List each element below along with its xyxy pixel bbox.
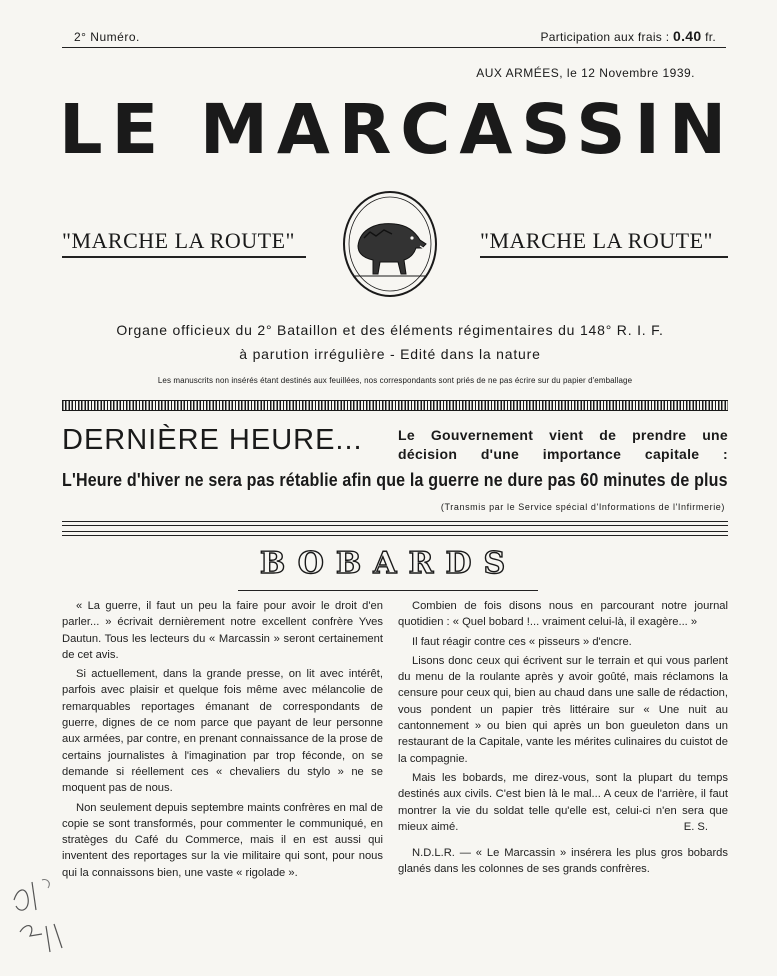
article-paragraph: « La guerre, il faut un peu la faire pour avoir le droit d'en parler... » écrivait dernièrement notre excellent confrère Yves Dautun. Tous les lecteurs du « Marcassin » seront certainement de cet avis. (62, 600, 383, 661)
motto-left (62, 228, 306, 258)
article-paragraph: Il faut réagir contre ces « pisseurs » d'encre. (412, 635, 632, 648)
organe-line-1: Organe officieux du 2° Bataillon et des éléments régimentaires du 148° R. I. F. (116, 322, 664, 338)
breaking-news-headline: L'Heure d'hiver ne sera pas rétablie afin que la guerre ne dure pas 60 minutes de plus (62, 470, 728, 490)
price (540, 28, 716, 44)
top-rule (62, 47, 726, 48)
section-title-bobards: BOBARDS (259, 546, 518, 581)
motto-right (480, 228, 728, 258)
organe-line-2: à parution irrégulière - Edité dans la nature (239, 346, 541, 362)
dateline: AUX ARMÉES, le 12 Novembre 1939. (476, 66, 695, 80)
top-bar (62, 28, 726, 46)
article-paragraph: Combien de fois disons nous en parcourant notre journal quotidien : « Quel bobard !... vraiment celui-là, il exagère... » (398, 600, 728, 629)
breaking-news-title: DERNIÈRE HEURE... (62, 424, 363, 456)
price-value: 0.40 (673, 28, 702, 44)
double-rule-upper (62, 521, 728, 526)
breaking-news-lead: Le Gouvernement vient de prendre une décision d'une importance capitale : (398, 427, 728, 462)
article-paragraph: Lisons donc ceux qui écrivent sur le terrain et qui vous parlent du menu de la roulante après y avoir goûté, mais réclamons la censure pour ceux qui, bien au chaud dans une salle de rédaction, vous pondent un papier très littéraire sur « Une nuit au cantonnement » ou bien qui après un bon gueuleton dans un restaurant de la Capitale, vante les mérites culinaires du cuistot de la compagnie. (398, 654, 728, 765)
motto-right-text: "MARCHE LA ROUTE" (480, 228, 714, 253)
issue-number: 2° Numéro. (74, 30, 140, 44)
manuscript-notice: Les manuscrits non insérés étant destinés aux feuillées, nos correspondants sont priés de ne pas écrire sur du papier d'emballage (157, 376, 633, 385)
article-paragraph-text: Mais les bobards, me direz-vous, sont la plupart du temps destinés aux civils. C'est bien là le mal... A ceux de l'arrière, il faut montrer la vie du soldat telle qu'elle est, celui-ci n'en sera que mieux aimé. (398, 771, 728, 833)
breaking-news-source: (Transmis par le Service spécial d'Informations de l'Infirmerie) (440, 502, 725, 512)
price-label: Participation aux frais : (540, 30, 670, 44)
author-signature: E. S. (683, 820, 708, 833)
masthead-title: LE MARCASSIN (59, 90, 735, 170)
organe-description (60, 318, 720, 366)
article-column-right (398, 598, 728, 881)
motto-left-rule (62, 256, 306, 258)
boar-emblem-icon (340, 188, 440, 300)
double-rule-lower (62, 531, 728, 536)
motto-left-text: "MARCHE LA ROUTE" (62, 228, 296, 253)
article-column-left (62, 598, 383, 884)
article-paragraph: Non seulement depuis septembre maints confrères en mal de copie se sont transformés, pour commenter le communiqué, en stratèges du Café du Commerce, mais il en est aussi qui inventent des reportages sur la vie militaire qui sont, pour nous qui la connaissons bien, une vaste « rigolade ». (62, 801, 383, 879)
section-title-rule (238, 590, 538, 591)
handwritten-annotation (6, 870, 76, 960)
article-paragraph: Si actuellement, dans la grande presse, on lit avec intérêt, parfois avec plaisir et quelque fois même avec mélancolie de remarquables reportages émanant de correspondants de guerre, dignes de ce nom parce que payant de leur personne aux armées, par contre, en prenant connaissance de la prose de certains journalistes à l'imagination par trop féconde, on se demande si réellement ces « chevaliers du stylo » ne se moquent pas de nous. (62, 668, 383, 795)
motto-right-rule (480, 256, 728, 258)
editor-note: N.D.L.R. — « Le Marcassin » insérera les plus gros bobards glanés dans les colonnes de ses grands confrères. (398, 847, 728, 876)
price-unit: fr. (705, 30, 716, 44)
hatched-divider (62, 400, 728, 411)
article-paragraph-last (398, 770, 728, 835)
